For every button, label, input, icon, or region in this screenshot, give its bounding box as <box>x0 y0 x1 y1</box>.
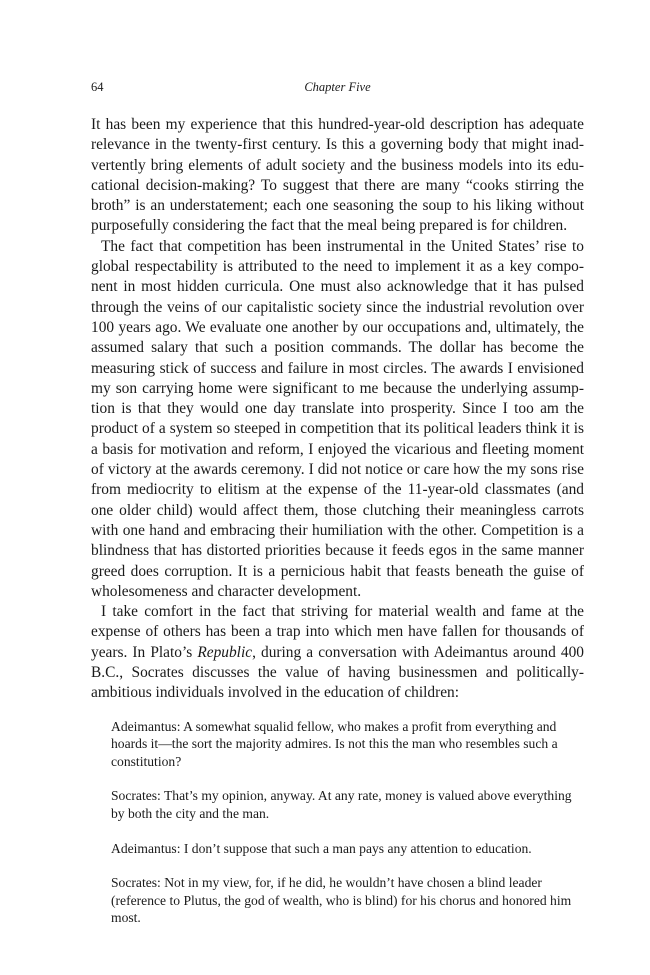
quote-paragraph: Adeimantus: A somewhat squalid fellow, who makes a profit from everything and hoards it—the sort the majority admires. Is not this the man who resembles such a constitution? <box>111 718 558 769</box>
paragraph-text: I take comfort in the fact that striving for material wealth and fame at the expense of others has been a trap into which men have fallen for thousands of years. In Plato’s <box>91 603 584 661</box>
paragraph <box>91 237 584 602</box>
running-head: Chapter Five <box>304 80 371 94</box>
body-text <box>91 115 584 704</box>
quote-paragraph: Socrates: That’s my opinion, anyway. At any rate, money is valued above everything by both the city and the man. <box>111 788 572 821</box>
paragraph <box>91 602 584 703</box>
paragraph-text: The fact that competition has been instrumental in the United States’ rise to global respectability is attributed to the need to implement it as a key component in most hidden curricula. One must also acknowledge that it has pulsed through the veins of our capitalistic society since the industrial revolution over 100 years ago. We evaluate one another by our occupations and, ultimately, the assumed salary that such a position commands. The dollar has become the measuring stick of success and failure in most circles. The awards I envisioned my son carrying home were significant to me because the underlying assumption is that they would one day translate into prosperity. Since I too am the product of a system so steeped in competition that its political leaders think it is a basis for motivation and reform, I enjoyed the vicarious and fleeting moment of victory at the awards ceremony. I did not notice or care how the my sons rise from mediocrity to elitism at the expense of the 11-year-old classmates (and one older child) would affect them, those clutching their meaningless carrots with one hand and embracing their humiliation with the other. Competition is a blindness that has distorted priorities because it feeds egos in the same manner greed does corruption. It is a pernicious habit that feasts beneath the guise of wholesomeness and character development. <box>91 237 584 600</box>
page-number: 64 <box>91 80 104 94</box>
quote-paragraph: Socrates: Not in my view, for, if he did, he wouldn’t have chosen a blind leader (reference to Plutus, the god of wealth, who is blind) for his chorus and honored him most. <box>111 875 572 926</box>
page-header <box>91 80 584 102</box>
book-page <box>91 80 584 944</box>
paragraph-text: It has been my experience that this hundred-year-old description has adequate relevance in the twenty-first century. Is this a governing body that might inadvertently bring elements of adult society and the business models into its educational decision-making? To suggest that there are many “cooks stirring the broth” is an understatement; each one seasoning the soup to his liking without purposefully considering the fact that the meal being prepared is for children. <box>91 116 584 235</box>
quote-paragraph: Adeimantus: I don’t suppose that such a man pays any attention to education. <box>111 840 532 856</box>
paragraph-text: , during a conversation with Adeimantus around 400 B.C., Socrates discusses the value of having businessmen and politically-ambitious individuals involved in the education of children: <box>91 643 584 702</box>
book-title: Republic <box>197 643 253 661</box>
paragraph <box>91 115 584 237</box>
block-quote <box>91 718 584 927</box>
